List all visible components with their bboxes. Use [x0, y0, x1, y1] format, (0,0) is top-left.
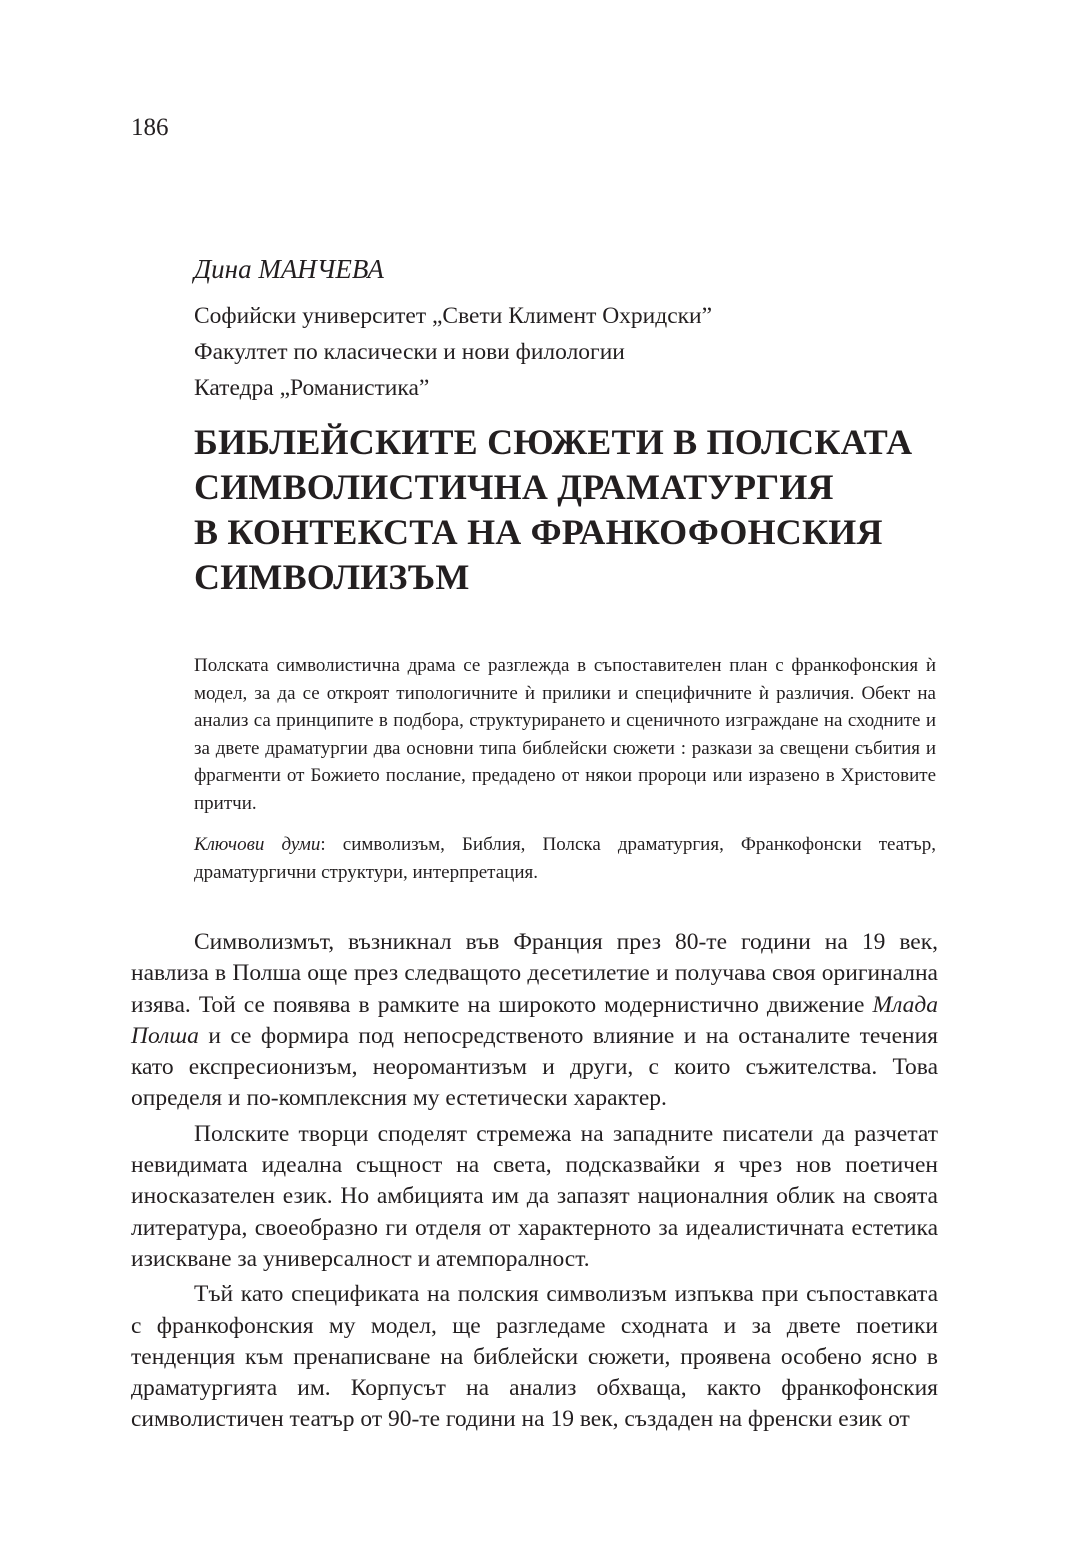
body-text: и се формира под непосредственото влияние и на останалите течения като експресионизъм, неоромантизъм и други, с които съжителства. Това определя и по-комплексния му естетически характер. — [131, 1022, 938, 1112]
abstract-section — [194, 652, 936, 886]
affiliation-university: Софийски университет „Свети Климент Охридски” — [194, 303, 713, 329]
body-paragraph-3: Тъй като спецификата на полския символизъм изпъква при съпоставката с франкофонския му модел, ще разгледаме сходната и за двете поетики тенденция към пренаписване на библейски сюжети, проявена особено ясно в драматургията им. Корпусът на анализ обхваща, както франкофонския символистичен театър от 90-те години на 19 век, създаден на френски език от — [131, 1281, 938, 1433]
body-text: Символизмът, възникнал във Франция през 80-те години на 19 век, навлиза в Полша още през следващото десетилетие и получава своя оригинална изява. Той се появява в рамките на широкото модернистично движение — [131, 929, 938, 1018]
title-line: БИБЛЕЙСКИТЕ СЮЖЕТИ В ПОЛСКАТА — [194, 422, 913, 462]
keywords-label: Ключови думи — [194, 834, 321, 855]
title-line: СИМВОЛИСТИЧНА ДРАМАТУРГИЯ — [194, 467, 834, 507]
abstract-text: Полската символистична драма се разглежда в съпоставителен план с франкофонския ѝ модел, за да се откроят типологичните ѝ прилики и специфичните ѝ различия. Обект на анализ са принципите в подбора, структурирането и сценичното изграждане на сходните и за двете драматургии два основни типа библейски сюжети : разкази за свещени събития и фрагменти от Божието послание, предадено от някои пророци или изразено в Христовите притчи. — [194, 655, 936, 814]
article-title — [194, 420, 954, 600]
keywords — [194, 831, 936, 886]
author-name: Дина МАНЧЕВА — [194, 254, 384, 284]
movement-name: Млада Полша — [131, 991, 938, 1049]
body-paragraph-1 — [131, 927, 938, 1115]
body-paragraph-2: Полските творци споделят стремежа на западните писатели да разчетат невидимата идеална същност на света, подсказвайки я чрез нов поетичен иносказателен език. Но амбицията им да запазят националния облик на своята литература, своеобразно ги отделя от характерното за идеалистичната естетика изискване за универсалност и атемпоралност. — [131, 1120, 938, 1272]
affiliation-department: Катедра „Романистика” — [194, 375, 430, 401]
title-line: СИМВОЛИЗЪМ — [194, 557, 470, 597]
keywords-list: : символизъм, Библия, Полска драматургия, Франкофонски театър, драматургични структури, интерпретация. — [194, 834, 936, 883]
affiliation-faculty: Факултет по класически и нови филологии — [194, 339, 625, 365]
title-line: В КОНТЕКСТА НА ФРАНКОФОНСКИЯ — [194, 512, 883, 552]
article-body — [131, 927, 938, 1440]
article-header — [194, 252, 954, 600]
page-number: 186 — [131, 114, 169, 141]
